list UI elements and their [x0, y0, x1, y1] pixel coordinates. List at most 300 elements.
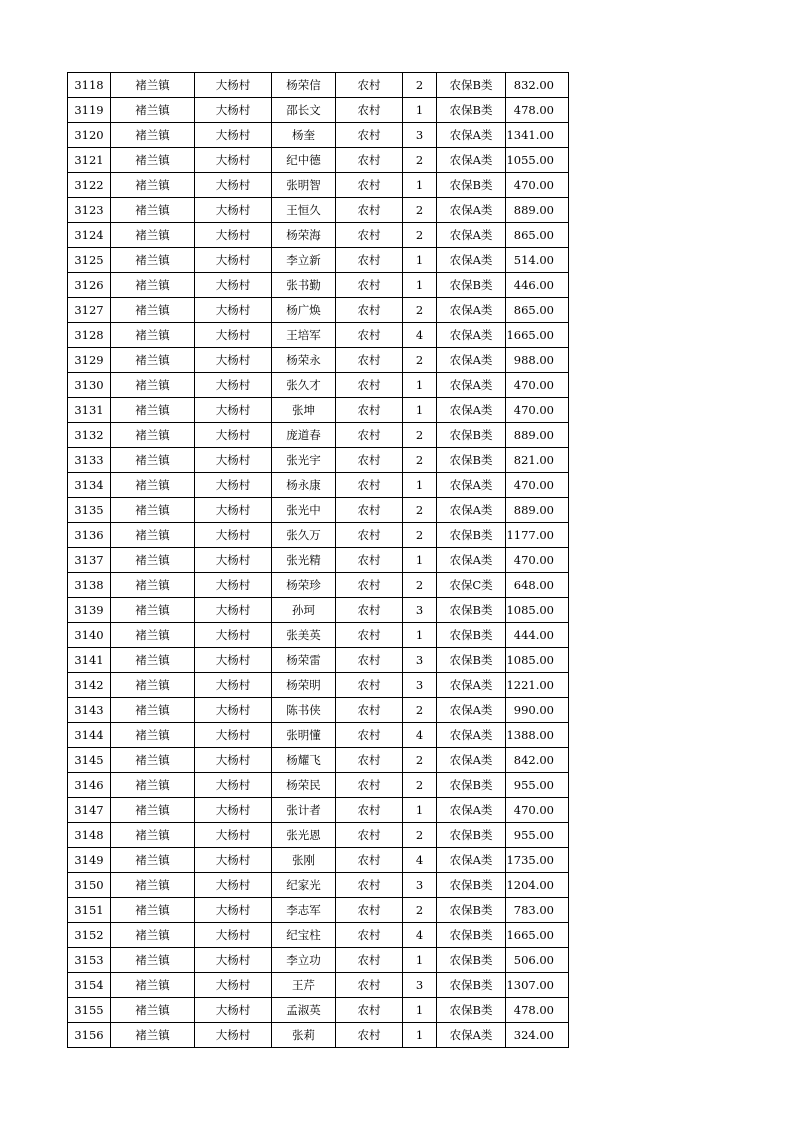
town-cell: 褚兰镇	[111, 298, 195, 323]
town-cell: 褚兰镇	[111, 273, 195, 298]
name-cell: 杨荣珍	[272, 573, 336, 598]
table-row	[68, 473, 569, 498]
table-row	[68, 398, 569, 423]
member-count-cell: 1	[403, 623, 437, 648]
row-number: 3137	[68, 548, 111, 573]
row-number: 3129	[68, 348, 111, 373]
category-cell: 农保B类	[437, 898, 506, 923]
village-cell: 大杨村	[195, 498, 272, 523]
name-cell: 张刚	[272, 848, 336, 873]
row-number: 3128	[68, 323, 111, 348]
member-count-cell: 2	[403, 748, 437, 773]
row-number: 3121	[68, 148, 111, 173]
table-row	[68, 573, 569, 598]
member-count-cell: 4	[403, 848, 437, 873]
amount-cell: 955.00	[506, 773, 569, 798]
category-cell: 农保B类	[437, 998, 506, 1023]
member-count-cell: 2	[403, 573, 437, 598]
amount-cell: 1221.00	[506, 673, 569, 698]
town-cell: 褚兰镇	[111, 423, 195, 448]
amount-cell: 470.00	[506, 798, 569, 823]
amount-cell: 478.00	[506, 998, 569, 1023]
table-row	[68, 748, 569, 773]
name-cell: 王芹	[272, 973, 336, 998]
town-cell: 褚兰镇	[111, 123, 195, 148]
table-row	[68, 698, 569, 723]
table-row	[68, 898, 569, 923]
table-row	[68, 248, 569, 273]
table-row	[68, 523, 569, 548]
member-count-cell: 2	[403, 73, 437, 98]
category-cell: 农保A类	[437, 473, 506, 498]
household-type-cell: 农村	[336, 248, 403, 273]
row-number: 3133	[68, 448, 111, 473]
household-type-cell: 农村	[336, 998, 403, 1023]
name-cell: 张莉	[272, 1023, 336, 1048]
name-cell: 张明懂	[272, 723, 336, 748]
amount-cell: 478.00	[506, 98, 569, 123]
name-cell: 张光恩	[272, 823, 336, 848]
name-cell: 张光精	[272, 548, 336, 573]
row-number: 3144	[68, 723, 111, 748]
village-cell: 大杨村	[195, 223, 272, 248]
row-number: 3140	[68, 623, 111, 648]
member-count-cell: 3	[403, 873, 437, 898]
member-count-cell: 2	[403, 223, 437, 248]
household-type-cell: 农村	[336, 123, 403, 148]
row-number: 3132	[68, 423, 111, 448]
village-cell: 大杨村	[195, 873, 272, 898]
village-cell: 大杨村	[195, 348, 272, 373]
amount-cell: 955.00	[506, 823, 569, 848]
category-cell: 农保B类	[437, 923, 506, 948]
table-row	[68, 348, 569, 373]
village-cell: 大杨村	[195, 98, 272, 123]
table-row	[68, 923, 569, 948]
amount-cell: 783.00	[506, 898, 569, 923]
member-count-cell: 2	[403, 423, 437, 448]
category-cell: 农保A类	[437, 148, 506, 173]
household-type-cell: 农村	[336, 223, 403, 248]
table-row	[68, 948, 569, 973]
row-number: 3146	[68, 773, 111, 798]
row-number: 3127	[68, 298, 111, 323]
category-cell: 农保A类	[437, 673, 506, 698]
town-cell: 褚兰镇	[111, 248, 195, 273]
member-count-cell: 1	[403, 398, 437, 423]
row-number: 3136	[68, 523, 111, 548]
amount-cell: 506.00	[506, 948, 569, 973]
town-cell: 褚兰镇	[111, 548, 195, 573]
amount-cell: 889.00	[506, 198, 569, 223]
town-cell: 褚兰镇	[111, 198, 195, 223]
member-count-cell: 1	[403, 473, 437, 498]
amount-cell: 648.00	[506, 573, 569, 598]
table-row	[68, 323, 569, 348]
village-cell: 大杨村	[195, 273, 272, 298]
name-cell: 张书勤	[272, 273, 336, 298]
name-cell: 孙珂	[272, 598, 336, 623]
row-number: 3134	[68, 473, 111, 498]
row-number: 3123	[68, 198, 111, 223]
category-cell: 农保A类	[437, 248, 506, 273]
table-row	[68, 973, 569, 998]
member-count-cell: 3	[403, 123, 437, 148]
row-number: 3152	[68, 923, 111, 948]
table-row	[68, 98, 569, 123]
town-cell: 褚兰镇	[111, 623, 195, 648]
row-number: 3151	[68, 898, 111, 923]
town-cell: 褚兰镇	[111, 223, 195, 248]
row-number: 3135	[68, 498, 111, 523]
table-row	[68, 598, 569, 623]
village-cell: 大杨村	[195, 573, 272, 598]
category-cell: 农保B类	[437, 273, 506, 298]
category-cell: 农保B类	[437, 598, 506, 623]
amount-cell: 1055.00	[506, 148, 569, 173]
village-cell: 大杨村	[195, 73, 272, 98]
member-count-cell: 1	[403, 173, 437, 198]
household-type-cell: 农村	[336, 548, 403, 573]
amount-cell: 470.00	[506, 373, 569, 398]
village-cell: 大杨村	[195, 973, 272, 998]
member-count-cell: 2	[403, 498, 437, 523]
household-type-cell: 农村	[336, 823, 403, 848]
row-number: 3154	[68, 973, 111, 998]
member-count-cell: 3	[403, 648, 437, 673]
village-cell: 大杨村	[195, 773, 272, 798]
row-number: 3145	[68, 748, 111, 773]
member-count-cell: 2	[403, 448, 437, 473]
village-cell: 大杨村	[195, 698, 272, 723]
household-type-cell: 农村	[336, 273, 403, 298]
member-count-cell: 2	[403, 523, 437, 548]
table-row	[68, 423, 569, 448]
table-row	[68, 548, 569, 573]
town-cell: 褚兰镇	[111, 898, 195, 923]
member-count-cell: 3	[403, 973, 437, 998]
household-type-cell: 农村	[336, 798, 403, 823]
village-cell: 大杨村	[195, 623, 272, 648]
town-cell: 褚兰镇	[111, 598, 195, 623]
household-type-cell: 农村	[336, 748, 403, 773]
household-type-cell: 农村	[336, 1023, 403, 1048]
table-row	[68, 173, 569, 198]
member-count-cell: 2	[403, 823, 437, 848]
town-cell: 褚兰镇	[111, 798, 195, 823]
member-count-cell: 3	[403, 673, 437, 698]
village-cell: 大杨村	[195, 673, 272, 698]
table-row	[68, 498, 569, 523]
village-cell: 大杨村	[195, 798, 272, 823]
town-cell: 褚兰镇	[111, 748, 195, 773]
household-type-cell: 农村	[336, 873, 403, 898]
household-type-cell: 农村	[336, 398, 403, 423]
table-row	[68, 73, 569, 98]
category-cell: 农保A类	[437, 723, 506, 748]
village-cell: 大杨村	[195, 123, 272, 148]
amount-cell: 1665.00	[506, 923, 569, 948]
name-cell: 张美英	[272, 623, 336, 648]
table-row	[68, 273, 569, 298]
member-count-cell: 1	[403, 98, 437, 123]
table-row	[68, 673, 569, 698]
amount-cell: 446.00	[506, 273, 569, 298]
row-number: 3126	[68, 273, 111, 298]
row-number: 3124	[68, 223, 111, 248]
category-cell: 农保B类	[437, 423, 506, 448]
table-row	[68, 723, 569, 748]
name-cell: 邵长文	[272, 98, 336, 123]
name-cell: 张光宇	[272, 448, 336, 473]
amount-cell: 470.00	[506, 173, 569, 198]
name-cell: 杨荣永	[272, 348, 336, 373]
member-count-cell: 2	[403, 348, 437, 373]
amount-cell: 1085.00	[506, 648, 569, 673]
village-cell: 大杨村	[195, 748, 272, 773]
village-cell: 大杨村	[195, 148, 272, 173]
town-cell: 褚兰镇	[111, 723, 195, 748]
table-row	[68, 373, 569, 398]
name-cell: 张计者	[272, 798, 336, 823]
amount-cell: 1307.00	[506, 973, 569, 998]
village-cell: 大杨村	[195, 823, 272, 848]
category-cell: 农保A类	[437, 498, 506, 523]
category-cell: 农保A类	[437, 548, 506, 573]
town-cell: 褚兰镇	[111, 773, 195, 798]
household-type-cell: 农村	[336, 348, 403, 373]
amount-cell: 1085.00	[506, 598, 569, 623]
household-type-cell: 农村	[336, 848, 403, 873]
amount-cell: 865.00	[506, 223, 569, 248]
village-cell: 大杨村	[195, 723, 272, 748]
town-cell: 褚兰镇	[111, 398, 195, 423]
table-body	[68, 73, 569, 1048]
amount-cell: 1204.00	[506, 873, 569, 898]
category-cell: 农保B类	[437, 773, 506, 798]
category-cell: 农保A类	[437, 123, 506, 148]
category-cell: 农保B类	[437, 623, 506, 648]
member-count-cell: 2	[403, 148, 437, 173]
member-count-cell: 2	[403, 773, 437, 798]
village-cell: 大杨村	[195, 548, 272, 573]
town-cell: 褚兰镇	[111, 323, 195, 348]
name-cell: 纪家光	[272, 873, 336, 898]
household-type-cell: 农村	[336, 298, 403, 323]
table-row	[68, 823, 569, 848]
table-row	[68, 198, 569, 223]
category-cell: 农保A类	[437, 323, 506, 348]
name-cell: 杨荣海	[272, 223, 336, 248]
town-cell: 褚兰镇	[111, 573, 195, 598]
member-count-cell: 1	[403, 948, 437, 973]
amount-cell: 990.00	[506, 698, 569, 723]
name-cell: 庞道春	[272, 423, 336, 448]
town-cell: 褚兰镇	[111, 373, 195, 398]
member-count-cell: 2	[403, 898, 437, 923]
village-cell: 大杨村	[195, 923, 272, 948]
town-cell: 褚兰镇	[111, 648, 195, 673]
town-cell: 褚兰镇	[111, 473, 195, 498]
household-type-cell: 农村	[336, 573, 403, 598]
amount-cell: 1388.00	[506, 723, 569, 748]
member-count-cell: 3	[403, 598, 437, 623]
amount-cell: 1665.00	[506, 323, 569, 348]
village-cell: 大杨村	[195, 298, 272, 323]
name-cell: 张光中	[272, 498, 336, 523]
member-count-cell: 1	[403, 798, 437, 823]
town-cell: 褚兰镇	[111, 948, 195, 973]
household-type-cell: 农村	[336, 723, 403, 748]
household-type-cell: 农村	[336, 198, 403, 223]
table-row	[68, 873, 569, 898]
name-cell: 张坤	[272, 398, 336, 423]
member-count-cell: 1	[403, 548, 437, 573]
row-number: 3131	[68, 398, 111, 423]
household-type-cell: 农村	[336, 323, 403, 348]
name-cell: 杨荣雷	[272, 648, 336, 673]
household-type-cell: 农村	[336, 898, 403, 923]
household-type-cell: 农村	[336, 98, 403, 123]
household-type-cell: 农村	[336, 623, 403, 648]
row-number: 3142	[68, 673, 111, 698]
member-count-cell: 1	[403, 248, 437, 273]
village-cell: 大杨村	[195, 898, 272, 923]
town-cell: 褚兰镇	[111, 448, 195, 473]
row-number: 3125	[68, 248, 111, 273]
amount-cell: 1341.00	[506, 123, 569, 148]
household-type-cell: 农村	[336, 473, 403, 498]
table-row	[68, 298, 569, 323]
member-count-cell: 1	[403, 998, 437, 1023]
household-type-cell: 农村	[336, 698, 403, 723]
amount-cell: 470.00	[506, 473, 569, 498]
name-cell: 纪中德	[272, 148, 336, 173]
household-type-cell: 农村	[336, 173, 403, 198]
amount-cell: 470.00	[506, 548, 569, 573]
name-cell: 纪宝柱	[272, 923, 336, 948]
village-cell: 大杨村	[195, 523, 272, 548]
table-row	[68, 623, 569, 648]
household-type-cell: 农村	[336, 73, 403, 98]
amount-cell: 889.00	[506, 498, 569, 523]
town-cell: 褚兰镇	[111, 848, 195, 873]
member-count-cell: 4	[403, 923, 437, 948]
table-row	[68, 148, 569, 173]
member-count-cell: 2	[403, 298, 437, 323]
village-cell: 大杨村	[195, 323, 272, 348]
table-row	[68, 773, 569, 798]
table-row	[68, 998, 569, 1023]
amount-cell: 842.00	[506, 748, 569, 773]
table-row	[68, 1023, 569, 1048]
table-row	[68, 848, 569, 873]
name-cell: 杨奎	[272, 123, 336, 148]
row-number: 3122	[68, 173, 111, 198]
member-count-cell: 1	[403, 373, 437, 398]
name-cell: 张久才	[272, 373, 336, 398]
village-cell: 大杨村	[195, 373, 272, 398]
name-cell: 杨广焕	[272, 298, 336, 323]
category-cell: 农保B类	[437, 448, 506, 473]
category-cell: 农保B类	[437, 98, 506, 123]
name-cell: 孟淑英	[272, 998, 336, 1023]
town-cell: 褚兰镇	[111, 173, 195, 198]
row-number: 3138	[68, 573, 111, 598]
category-cell: 农保B类	[437, 523, 506, 548]
row-number: 3155	[68, 998, 111, 1023]
village-cell: 大杨村	[195, 173, 272, 198]
household-type-cell: 农村	[336, 148, 403, 173]
category-cell: 农保A类	[437, 798, 506, 823]
member-count-cell: 2	[403, 198, 437, 223]
row-number: 3120	[68, 123, 111, 148]
table-row	[68, 448, 569, 473]
name-cell: 杨永康	[272, 473, 336, 498]
village-cell: 大杨村	[195, 948, 272, 973]
amount-cell: 444.00	[506, 623, 569, 648]
table-row	[68, 798, 569, 823]
town-cell: 褚兰镇	[111, 348, 195, 373]
row-number: 3118	[68, 73, 111, 98]
category-cell: 农保A类	[437, 223, 506, 248]
household-type-cell: 农村	[336, 923, 403, 948]
town-cell: 褚兰镇	[111, 973, 195, 998]
village-cell: 大杨村	[195, 423, 272, 448]
amount-cell: 988.00	[506, 348, 569, 373]
name-cell: 张久万	[272, 523, 336, 548]
name-cell: 李志军	[272, 898, 336, 923]
town-cell: 褚兰镇	[111, 148, 195, 173]
town-cell: 褚兰镇	[111, 73, 195, 98]
category-cell: 农保A类	[437, 848, 506, 873]
row-number: 3156	[68, 1023, 111, 1048]
name-cell: 杨耀飞	[272, 748, 336, 773]
row-number: 3150	[68, 873, 111, 898]
name-cell: 陈书侠	[272, 698, 336, 723]
town-cell: 褚兰镇	[111, 998, 195, 1023]
household-type-cell: 农村	[336, 773, 403, 798]
household-type-cell: 农村	[336, 498, 403, 523]
amount-cell: 324.00	[506, 1023, 569, 1048]
category-cell: 农保A类	[437, 1023, 506, 1048]
household-type-cell: 农村	[336, 373, 403, 398]
amount-cell: 514.00	[506, 248, 569, 273]
town-cell: 褚兰镇	[111, 673, 195, 698]
category-cell: 农保B类	[437, 648, 506, 673]
village-cell: 大杨村	[195, 1023, 272, 1048]
town-cell: 褚兰镇	[111, 523, 195, 548]
amount-cell: 1177.00	[506, 523, 569, 548]
category-cell: 农保A类	[437, 298, 506, 323]
row-number: 3141	[68, 648, 111, 673]
household-type-cell: 农村	[336, 598, 403, 623]
town-cell: 褚兰镇	[111, 923, 195, 948]
category-cell: 农保A类	[437, 373, 506, 398]
name-cell: 王恒久	[272, 198, 336, 223]
household-type-cell: 农村	[336, 648, 403, 673]
village-cell: 大杨村	[195, 648, 272, 673]
name-cell: 王培军	[272, 323, 336, 348]
row-number: 3130	[68, 373, 111, 398]
town-cell: 褚兰镇	[111, 1023, 195, 1048]
name-cell: 杨荣明	[272, 673, 336, 698]
table-row	[68, 123, 569, 148]
category-cell: 农保B类	[437, 173, 506, 198]
amount-cell: 470.00	[506, 398, 569, 423]
household-type-cell: 农村	[336, 973, 403, 998]
row-number: 3147	[68, 798, 111, 823]
